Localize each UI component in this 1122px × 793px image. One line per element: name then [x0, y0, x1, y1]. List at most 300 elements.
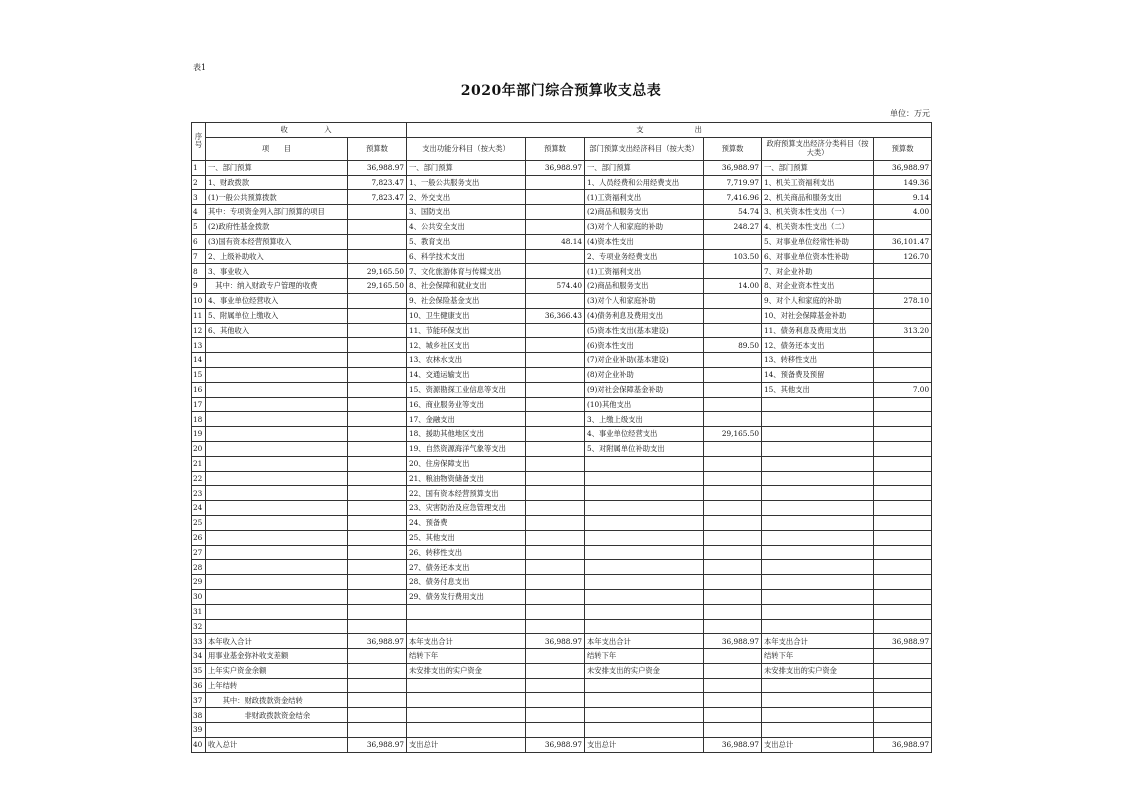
seq-cell: 27: [192, 545, 206, 560]
gov-item-cell: [762, 589, 874, 604]
func-item-cell: 27、债务还本支出: [407, 560, 526, 575]
seq-cell: 32: [192, 619, 206, 634]
func-item-cell: 13、农林水支出: [407, 353, 526, 368]
dept-item-cell: [585, 678, 704, 693]
dept-item-cell: [585, 501, 704, 516]
gov-item-cell: 6、对事业单位资本性补助: [762, 249, 874, 264]
table-row: [192, 560, 932, 575]
seq-cell: 23: [192, 486, 206, 501]
dept-amount-cell: 36,988.97: [704, 737, 762, 752]
income-item-cell: 4、事业单位经营收入: [206, 293, 348, 308]
gov-item-cell: 14、预备费及预留: [762, 367, 874, 382]
gov-amount-cell: [874, 338, 932, 353]
gov-amount-cell: [874, 649, 932, 664]
dept-amount-cell: [704, 575, 762, 590]
func-item-cell: [407, 678, 526, 693]
func-item-cell: 23、灾害防治及应急管理支出: [407, 501, 526, 516]
dept-item-cell: 支出总计: [585, 737, 704, 752]
gov-item-cell: 一、部门预算: [762, 160, 874, 175]
dept-amount-cell: [704, 486, 762, 501]
income-item-cell: 其中：专项资金列入部门预算的项目: [206, 205, 348, 220]
gov-amount-cell: [874, 723, 932, 738]
seq-cell: 12: [192, 323, 206, 338]
gov-amount-cell: [874, 456, 932, 471]
func-amount-cell: [526, 293, 585, 308]
dept-item-cell: (6)资本性支出: [585, 338, 704, 353]
seq-cell: 16: [192, 382, 206, 397]
income-amount-cell: 7,823.47: [348, 190, 407, 205]
gov-amount-cell: [874, 575, 932, 590]
seq-cell: 38: [192, 708, 206, 723]
income-item-cell: [206, 367, 348, 382]
func-item-cell: 12、城乡社区支出: [407, 338, 526, 353]
table-row: [192, 293, 932, 308]
gov-amount-cell: [874, 486, 932, 501]
func-amount-cell: [526, 723, 585, 738]
dept-amount-cell: [704, 663, 762, 678]
income-amount-cell: [348, 649, 407, 664]
income-amount-cell: [348, 353, 407, 368]
gov-amount-cell: [874, 545, 932, 560]
func-amount-cell: [526, 249, 585, 264]
func-item-cell: 7、文化旅游体育与传媒支出: [407, 264, 526, 279]
budget-table: [191, 122, 932, 753]
gov-amount-cell: [874, 693, 932, 708]
dept-amount-cell: 248.27: [704, 219, 762, 234]
func-item-cell: 本年支出合计: [407, 634, 526, 649]
seq-cell: 7: [192, 249, 206, 264]
table-row: [192, 412, 932, 427]
func-amount-cell: [526, 663, 585, 678]
dept-amount-cell: 7,719.97: [704, 175, 762, 190]
dept-item-cell: 3、上缴上级支出: [585, 412, 704, 427]
seq-cell: 29: [192, 575, 206, 590]
dept-amount-cell: [704, 456, 762, 471]
table-row: [192, 708, 932, 723]
gov-item-cell: [762, 575, 874, 590]
income-amount-cell: 36,988.97: [348, 737, 407, 752]
func-amount-cell: 36,988.97: [526, 737, 585, 752]
table-row: [192, 634, 932, 649]
dept-amount-cell: [704, 293, 762, 308]
gov-amount-cell: [874, 279, 932, 294]
income-item-cell: [206, 338, 348, 353]
income-item-cell: 收入总计: [206, 737, 348, 752]
func-item-cell: [407, 619, 526, 634]
gov-item-cell: 1、机关工资福利支出: [762, 175, 874, 190]
func-amount-cell: [526, 501, 585, 516]
gov-item-cell: 12、债务还本支出: [762, 338, 874, 353]
func-item-cell: 2、外交支出: [407, 190, 526, 205]
gov-amount-cell: [874, 515, 932, 530]
income-item-cell: 其中：纳入财政专户管理的收费: [206, 279, 348, 294]
func-item-cell: [407, 708, 526, 723]
table-row: [192, 323, 932, 338]
income-item-cell: [206, 486, 348, 501]
dept-amount-cell: [704, 397, 762, 412]
dept-amount-cell: [704, 382, 762, 397]
func-amount-cell: [526, 589, 585, 604]
func-item-cell: [407, 693, 526, 708]
income-item-cell: (2)政府性基金拨款: [206, 219, 348, 234]
dept-amount-cell: 7,416.96: [704, 190, 762, 205]
income-amount-cell: [348, 397, 407, 412]
income-amount-cell: [348, 678, 407, 693]
income-item-cell: [206, 397, 348, 412]
func-amount-cell: [526, 353, 585, 368]
table-row: [192, 515, 932, 530]
income-amount-cell: [348, 308, 407, 323]
income-amount-cell: [348, 471, 407, 486]
income-amount-cell: [348, 515, 407, 530]
income-item-cell: 其中：财政拨款资金结转: [206, 693, 348, 708]
func-amount-cell: 48.14: [526, 234, 585, 249]
gov-item-cell: [762, 441, 874, 456]
gov-amount-cell: 36,988.97: [874, 160, 932, 175]
table-row: [192, 249, 932, 264]
income-amount-cell: [348, 501, 407, 516]
gov-amount-cell: 313.20: [874, 323, 932, 338]
seq-cell: 37: [192, 693, 206, 708]
gov-amount-cell: [874, 219, 932, 234]
dept-item-cell: [585, 575, 704, 590]
dept-item-cell: (10)其他支出: [585, 397, 704, 412]
func-item-cell: 28、债务付息支出: [407, 575, 526, 590]
gov-amount-cell: [874, 427, 932, 442]
dept-amount-cell: [704, 545, 762, 560]
seq-cell: 11: [192, 308, 206, 323]
table-row: [192, 486, 932, 501]
func-item-cell: 结转下年: [407, 649, 526, 664]
page-title: 2020年部门综合预算收支总表: [460, 83, 662, 99]
gov-item-cell: 本年支出合计: [762, 634, 874, 649]
gov-amount-cell: [874, 308, 932, 323]
dept-amount-cell: [704, 501, 762, 516]
func-item-cell: 14、交通运输支出: [407, 367, 526, 382]
dept-amount-cell: 89.50: [704, 338, 762, 353]
header-dept-amount: 预算数: [704, 137, 762, 160]
func-item-cell: 5、教育支出: [407, 234, 526, 249]
dept-item-cell: 一、部门预算: [585, 160, 704, 175]
gov-item-cell: [762, 619, 874, 634]
seq-cell: 30: [192, 589, 206, 604]
gov-item-cell: 4、机关资本性支出（二）: [762, 219, 874, 234]
income-amount-cell: [348, 663, 407, 678]
seq-cell: 17: [192, 397, 206, 412]
gov-item-cell: 11、债务利息及费用支出: [762, 323, 874, 338]
income-amount-cell: [348, 545, 407, 560]
income-item-cell: [206, 382, 348, 397]
func-amount-cell: [526, 175, 585, 190]
table-row: [192, 338, 932, 353]
seq-cell: 5: [192, 219, 206, 234]
table-row: [192, 441, 932, 456]
seq-cell: 25: [192, 515, 206, 530]
income-amount-cell: [348, 456, 407, 471]
table-row: [192, 175, 932, 190]
func-item-cell: 3、国防支出: [407, 205, 526, 220]
seq-cell: 3: [192, 190, 206, 205]
gov-item-cell: [762, 693, 874, 708]
income-amount-cell: [348, 367, 407, 382]
income-item-cell: [206, 619, 348, 634]
gov-amount-cell: [874, 501, 932, 516]
func-item-cell: 25、其他支出: [407, 530, 526, 545]
dept-amount-cell: [704, 723, 762, 738]
dept-item-cell: (1)工资福利支出: [585, 264, 704, 279]
income-item-cell: 非财政拨款资金结余: [206, 708, 348, 723]
table-row: [192, 205, 932, 220]
dept-item-cell: [585, 486, 704, 501]
gov-amount-cell: 9.14: [874, 190, 932, 205]
dept-amount-cell: [704, 412, 762, 427]
header-income-item: 项 目: [206, 137, 348, 160]
gov-item-cell: [762, 515, 874, 530]
func-item-cell: 18、援助其他地区支出: [407, 427, 526, 442]
gov-item-cell: 8、对企业资本性支出: [762, 279, 874, 294]
func-amount-cell: [526, 678, 585, 693]
income-amount-cell: [348, 589, 407, 604]
gov-item-cell: 结转下年: [762, 649, 874, 664]
func-item-cell: [407, 604, 526, 619]
dept-amount-cell: [704, 515, 762, 530]
income-item-cell: 上年结转: [206, 678, 348, 693]
table-row: [192, 501, 932, 516]
gov-amount-cell: 7.00: [874, 382, 932, 397]
dept-item-cell: [585, 545, 704, 560]
income-amount-cell: [348, 219, 407, 234]
header-gov-item: 政府预算支出经济分类科目（按大类）: [762, 137, 874, 160]
gov-item-cell: 3、机关资本性支出（一）: [762, 205, 874, 220]
seq-cell: 35: [192, 663, 206, 678]
dept-item-cell: (1)工资福利支出: [585, 190, 704, 205]
seq-cell: 28: [192, 560, 206, 575]
income-item-cell: 2、上级补助收入: [206, 249, 348, 264]
dept-item-cell: (9)对社会保障基金补助: [585, 382, 704, 397]
income-amount-cell: [348, 338, 407, 353]
gov-item-cell: [762, 471, 874, 486]
gov-item-cell: 5、对事业单位经常性补助: [762, 234, 874, 249]
func-item-cell: 9、社会保险基金支出: [407, 293, 526, 308]
dept-amount-cell: 54.74: [704, 205, 762, 220]
func-amount-cell: [526, 545, 585, 560]
seq-cell: 2: [192, 175, 206, 190]
func-amount-cell: [526, 649, 585, 664]
func-amount-cell: 574.40: [526, 279, 585, 294]
dept-item-cell: (4)资本性支出: [585, 234, 704, 249]
seq-cell: 4: [192, 205, 206, 220]
func-amount-cell: 36,366.43: [526, 308, 585, 323]
dept-item-cell: [585, 693, 704, 708]
gov-amount-cell: [874, 412, 932, 427]
dept-item-cell: [585, 456, 704, 471]
seq-cell: 19: [192, 427, 206, 442]
seq-cell: 34: [192, 649, 206, 664]
func-amount-cell: [526, 382, 585, 397]
income-amount-cell: [348, 382, 407, 397]
gov-item-cell: [762, 427, 874, 442]
gov-amount-cell: [874, 708, 932, 723]
dept-amount-cell: [704, 353, 762, 368]
income-item-cell: 5、附属单位上缴收入: [206, 308, 348, 323]
dept-item-cell: [585, 560, 704, 575]
dept-item-cell: (8)对企业补助: [585, 367, 704, 382]
budget-table-body: [192, 160, 932, 752]
income-amount-cell: [348, 441, 407, 456]
func-amount-cell: [526, 219, 585, 234]
func-amount-cell: 36,988.97: [526, 160, 585, 175]
gov-amount-cell: [874, 530, 932, 545]
table-row: [192, 160, 932, 175]
gov-amount-cell: [874, 353, 932, 368]
dept-amount-cell: [704, 693, 762, 708]
func-amount-cell: [526, 530, 585, 545]
table-row: [192, 353, 932, 368]
table-row: [192, 737, 932, 752]
seq-cell: 18: [192, 412, 206, 427]
income-item-cell: [206, 515, 348, 530]
gov-item-cell: 9、对个人和家庭的补助: [762, 293, 874, 308]
dept-amount-cell: [704, 323, 762, 338]
income-amount-cell: 36,988.97: [348, 634, 407, 649]
func-item-cell: 4、公共安全支出: [407, 219, 526, 234]
income-amount-cell: 36,988.97: [348, 160, 407, 175]
func-item-cell: 22、国有资本经营预算支出: [407, 486, 526, 501]
gov-amount-cell: [874, 441, 932, 456]
gov-item-cell: [762, 545, 874, 560]
income-item-cell: [206, 575, 348, 590]
table-row: [192, 219, 932, 234]
dept-amount-cell: [704, 441, 762, 456]
income-item-cell: [206, 441, 348, 456]
table-row: [192, 545, 932, 560]
dept-amount-cell: [704, 471, 762, 486]
income-amount-cell: [348, 486, 407, 501]
table-row: [192, 649, 932, 664]
func-item-cell: 8、社会保障和就业支出: [407, 279, 526, 294]
table-row: [192, 604, 932, 619]
dept-item-cell: [585, 471, 704, 486]
income-item-cell: [206, 545, 348, 560]
gov-amount-cell: [874, 264, 932, 279]
table-row: [192, 279, 932, 294]
gov-item-cell: [762, 501, 874, 516]
func-item-cell: 20、住房保障支出: [407, 456, 526, 471]
income-item-cell: [206, 589, 348, 604]
seq-cell: 22: [192, 471, 206, 486]
dept-item-cell: [585, 530, 704, 545]
dept-amount-cell: [704, 530, 762, 545]
dept-amount-cell: [704, 308, 762, 323]
dept-item-cell: [585, 708, 704, 723]
header-expense-group: 支 出: [407, 123, 932, 138]
income-item-cell: [206, 560, 348, 575]
func-item-cell: 26、转移性支出: [407, 545, 526, 560]
func-amount-cell: [526, 604, 585, 619]
seq-cell: 10: [192, 293, 206, 308]
header-func-item: 支出功能分科目（按大类）: [407, 137, 526, 160]
func-amount-cell: [526, 323, 585, 338]
seq-cell: 24: [192, 501, 206, 516]
func-amount-cell: [526, 338, 585, 353]
func-amount-cell: [526, 190, 585, 205]
gov-amount-cell: [874, 589, 932, 604]
income-amount-cell: [348, 249, 407, 264]
seq-cell: 6: [192, 234, 206, 249]
func-amount-cell: [526, 397, 585, 412]
dept-amount-cell: [704, 560, 762, 575]
income-amount-cell: [348, 723, 407, 738]
dept-item-cell: [585, 589, 704, 604]
income-amount-cell: [348, 560, 407, 575]
dept-amount-cell: [704, 649, 762, 664]
gov-amount-cell: [874, 619, 932, 634]
dept-amount-cell: [704, 678, 762, 693]
unit-label: 单位：万元: [890, 109, 930, 118]
table-row: [192, 427, 932, 442]
income-item-cell: [206, 530, 348, 545]
income-item-cell: [206, 353, 348, 368]
dept-item-cell: 5、对附属单位补助支出: [585, 441, 704, 456]
income-amount-cell: [348, 205, 407, 220]
income-amount-cell: [348, 234, 407, 249]
func-item-cell: 15、资源勘探工业信息等支出: [407, 382, 526, 397]
gov-amount-cell: 126.70: [874, 249, 932, 264]
income-amount-cell: 29,165.50: [348, 279, 407, 294]
table-row: [192, 234, 932, 249]
table-row: [192, 367, 932, 382]
header-row-groups: [192, 123, 932, 138]
income-item-cell: [206, 412, 348, 427]
dept-item-cell: (2)商品和服务支出: [585, 205, 704, 220]
dept-amount-cell: [704, 619, 762, 634]
func-item-cell: 17、金融支出: [407, 412, 526, 427]
dept-item-cell: (4)债务利息及费用支出: [585, 308, 704, 323]
table-row: [192, 471, 932, 486]
seq-cell: 33: [192, 634, 206, 649]
func-amount-cell: [526, 456, 585, 471]
income-amount-cell: [348, 693, 407, 708]
func-item-cell: 未安排支出的实户资金: [407, 663, 526, 678]
seq-cell: 26: [192, 530, 206, 545]
gov-item-cell: 未安排支出的实户资金: [762, 663, 874, 678]
func-amount-cell: [526, 441, 585, 456]
func-amount-cell: [526, 427, 585, 442]
dept-item-cell: [585, 723, 704, 738]
dept-amount-cell: [704, 604, 762, 619]
header-dept-item: 部门预算支出经济科目（按大类）: [585, 137, 704, 160]
func-item-cell: 一、部门预算: [407, 160, 526, 175]
gov-amount-cell: [874, 678, 932, 693]
gov-amount-cell: [874, 604, 932, 619]
func-item-cell: 21、粮油物资储备支出: [407, 471, 526, 486]
gov-item-cell: [762, 708, 874, 723]
income-item-cell: (1)一般公共预算拨款: [206, 190, 348, 205]
gov-item-cell: [762, 678, 874, 693]
dept-item-cell: (5)资本性支出(基本建设): [585, 323, 704, 338]
gov-item-cell: 2、机关商品和服务支出: [762, 190, 874, 205]
income-item-cell: 本年收入合计: [206, 634, 348, 649]
gov-item-cell: 13、转移性支出: [762, 353, 874, 368]
dept-item-cell: 未安排支出的实户资金: [585, 663, 704, 678]
gov-amount-cell: [874, 397, 932, 412]
func-amount-cell: [526, 367, 585, 382]
dept-item-cell: [585, 619, 704, 634]
gov-item-cell: 15、其他支出: [762, 382, 874, 397]
func-item-cell: 16、商业服务业等支出: [407, 397, 526, 412]
header-income-group: 收 入: [206, 123, 407, 138]
income-amount-cell: [348, 323, 407, 338]
